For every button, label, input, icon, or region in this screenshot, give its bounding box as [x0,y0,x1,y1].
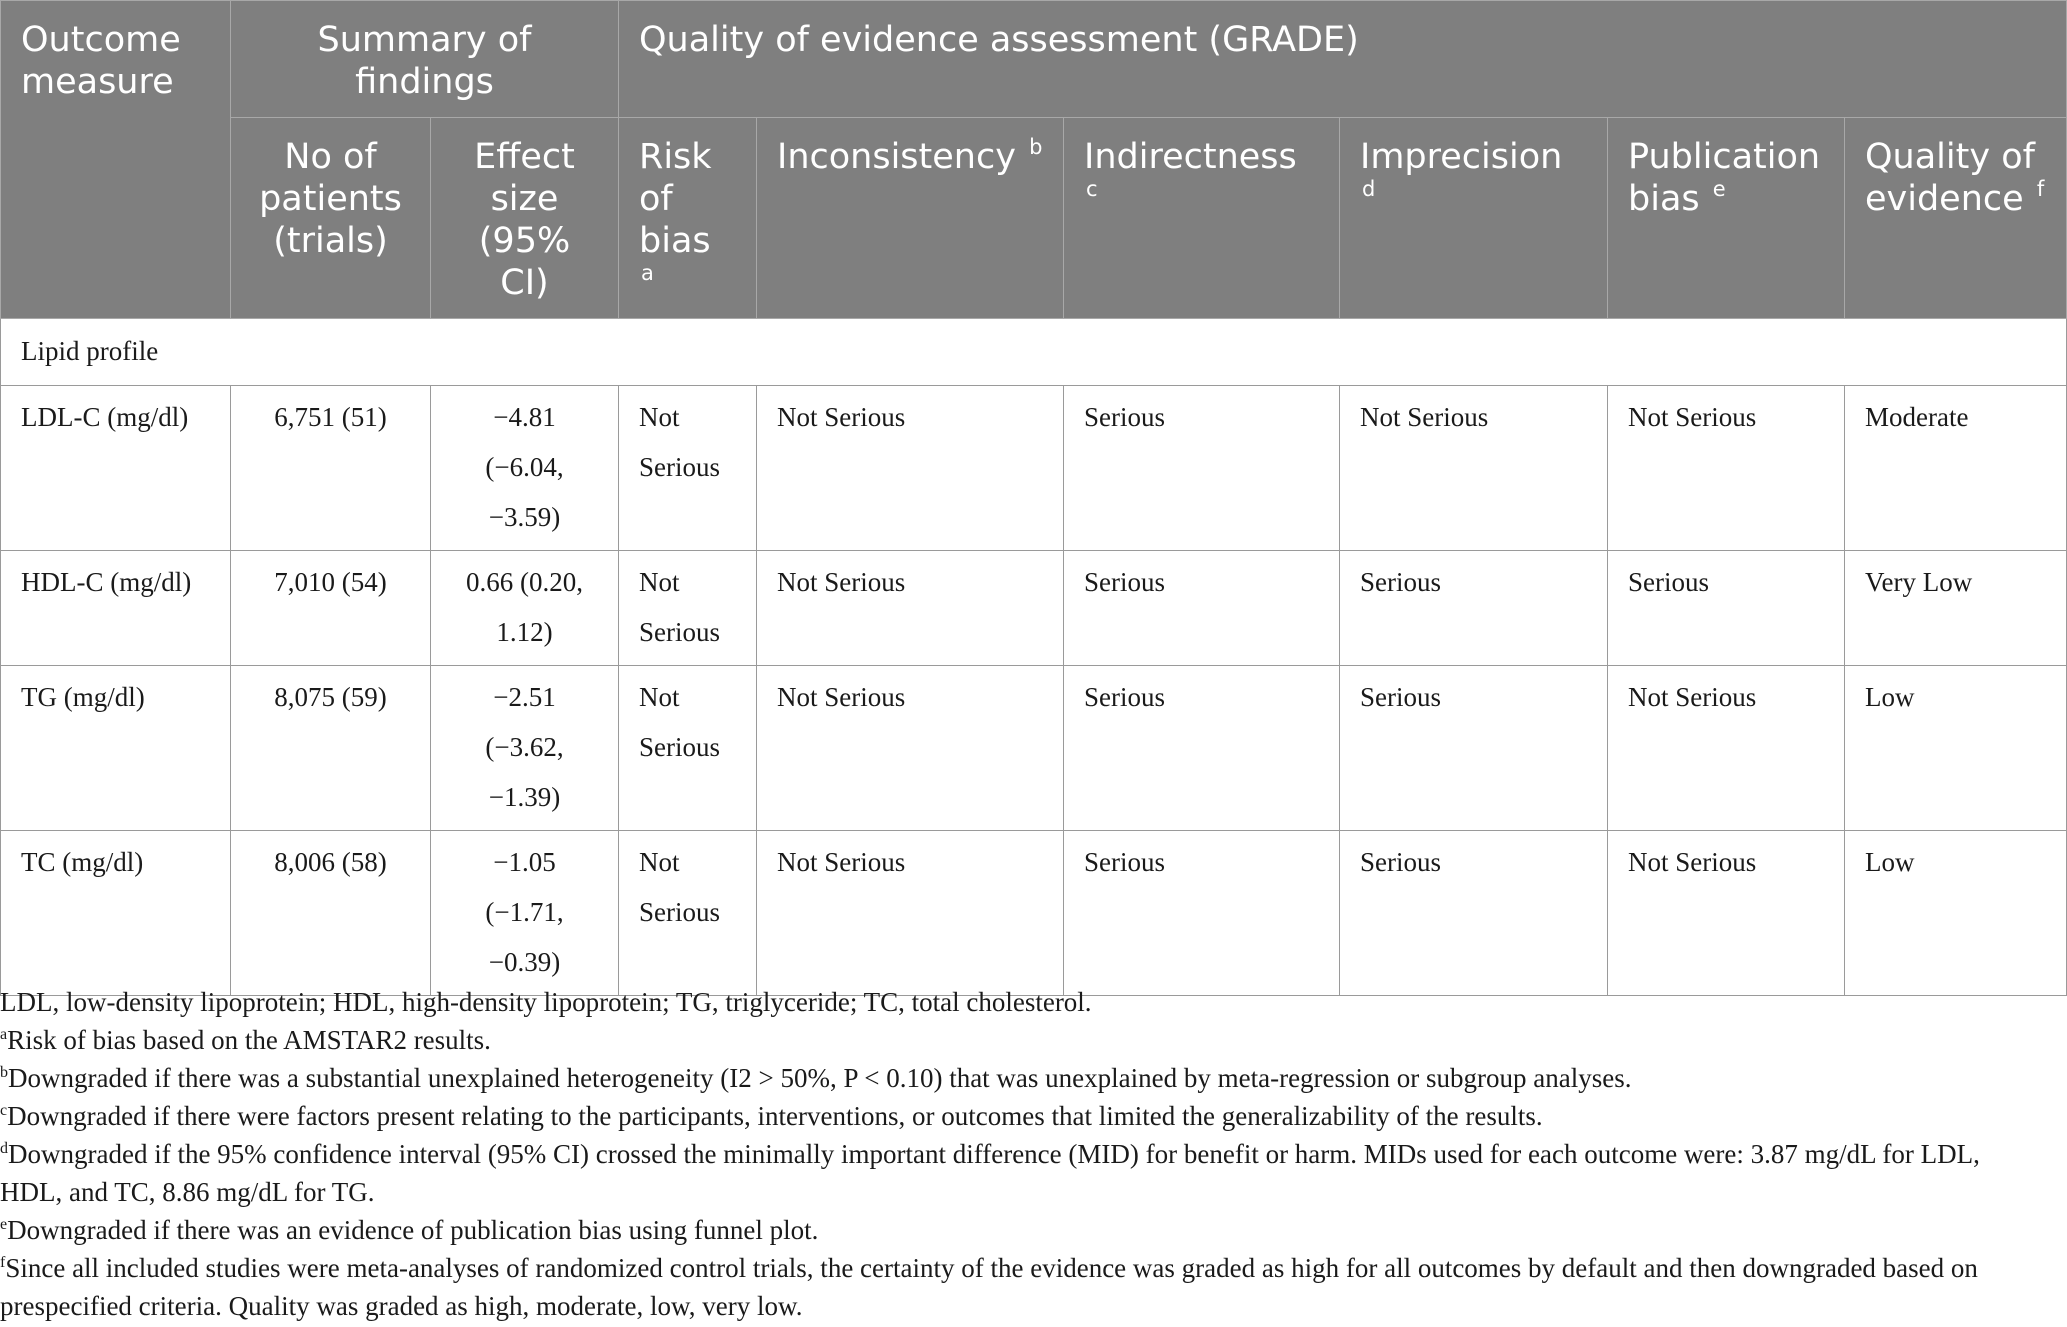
cell-effect-size: −2.51 (−3.62, −1.39) [431,666,619,831]
cell-quality: Very Low [1845,551,2067,666]
cell-quality: Low [1845,831,2067,996]
footnote-a-marker: a [0,1026,8,1043]
footnote-c-marker: c [0,1102,8,1119]
footnote-b [0,1059,2040,1097]
footnote-c [0,1097,2040,1135]
cell-outcome: HDL-C (mg/dl) [1,551,231,666]
cell-imprecision: Serious [1340,551,1608,666]
cell-indirectness: Serious [1064,551,1340,666]
cell-outcome: TG (mg/dl) [1,666,231,831]
section-row [1,319,2067,386]
cell-outcome: LDL-C (mg/dl) [1,386,231,551]
table-row [1,831,2067,996]
footnote-b-text: Downgraded if there was a substantial unexplained heterogeneity (I2 > 50%, P < 0.10) that was unexplained by meta-regression or subgroup analyses. [8,1063,1632,1093]
header-outcome-measure: Outcome measure [1,1,231,319]
footnote-f [0,1249,2040,1325]
header-publication-bias-label: Publication bias [1628,137,1821,219]
cell-risk-of-bias: Not Serious [619,666,757,831]
footnote-marker-b: b [1029,135,1043,159]
header-quality-of-evidence-label: Quality of evidence [1865,137,2035,219]
header-inconsistency [757,118,1064,319]
table-header [1,1,2067,319]
cell-patients: 8,006 (58) [231,831,431,996]
footnote-a-text: Risk of bias based on the AMSTAR2 results. [7,1025,491,1055]
table-row [1,551,2067,666]
cell-risk-of-bias: Not Serious [619,551,757,666]
cell-patients: 8,075 (59) [231,666,431,831]
footnote-d-text: Downgraded if the 95% confidence interval (95% CI) crossed the minimally important difference (MID) for benefit or harm. MIDs used for each outcome were: 3.87 mg/dL for LDL, HDL, and TC, 8.86 mg/dL for TG. [0,1139,1980,1207]
footnote-e-marker: e [0,1216,8,1233]
header-quality-assessment: Quality of evidence assessment (GRADE) [619,1,2067,118]
cell-publication-bias: Not Serious [1608,386,1845,551]
header-risk-of-bias [619,118,757,319]
cell-imprecision: Serious [1340,831,1608,996]
cell-effect-size: −1.05 (−1.71, −0.39) [431,831,619,996]
cell-publication-bias: Not Serious [1608,666,1845,831]
footnote-marker-f: f [2036,177,2045,201]
header-row-top [1,1,2067,118]
header-imprecision [1340,118,1608,319]
cell-imprecision: Serious [1340,666,1608,831]
table-body [1,319,2067,996]
footnote-e [0,1211,2040,1249]
cell-inconsistency: Not Serious [757,831,1064,996]
cell-effect-size: 0.66 (0.20, 1.12) [431,551,619,666]
footnote-marker-e: e [1712,177,1726,201]
footnote-f-marker: f [0,1254,6,1271]
header-publication-bias [1608,118,1845,319]
cell-inconsistency: Not Serious [757,386,1064,551]
table-row [1,386,2067,551]
footnote-abbreviations: LDL, low-density lipoprotein; HDL, high-density lipoprotein; TG, triglyceride; TC, total cholesterol. [0,987,1092,1017]
cell-effect-size: −4.81 (−6.04, −3.59) [431,386,619,551]
cell-imprecision: Not Serious [1340,386,1608,551]
header-inconsistency-label: Inconsistency [777,137,1016,177]
cell-patients: 7,010 (54) [231,551,431,666]
footnote-b-marker: b [0,1064,8,1081]
cell-patients: 6,751 (51) [231,386,431,551]
header-effect-size: Effect size (95% CI) [431,118,619,319]
header-quality-of-evidence [1845,118,2067,319]
cell-indirectness: Serious [1064,831,1340,996]
cell-publication-bias: Serious [1608,551,1845,666]
cell-risk-of-bias: Not Serious [619,386,757,551]
header-indirectness [1064,118,1340,319]
cell-inconsistency: Not Serious [757,551,1064,666]
cell-risk-of-bias: Not Serious [619,831,757,996]
footnote-e-text: Downgraded if there was an evidence of publication bias using funnel plot. [7,1215,819,1245]
cell-outcome: TC (mg/dl) [1,831,231,996]
footnote-d [0,1135,2040,1211]
footnote-f-text: Since all included studies were meta-analyses of randomized control trials, the certainty of the evidence was graded as high for all outcomes by default and then downgraded based on prespecified criteria. Quality was graded as high, moderate, low, very low. [0,1253,1978,1321]
cell-indirectness: Serious [1064,386,1340,551]
section-label-lipid-profile: Lipid profile [1,319,2067,386]
header-no-of-patients: No of patients (trials) [231,118,431,319]
cell-publication-bias: Not Serious [1608,831,1845,996]
header-imprecision-label: Imprecision [1360,137,1563,177]
header-risk-of-bias-label: Risk of bias [639,137,712,261]
footnote-c-text: Downgraded if there were factors present relating to the participants, interventions, or outcomes that limited the generalizability of the results. [7,1101,1543,1131]
cell-inconsistency: Not Serious [757,666,1064,831]
cell-quality: Low [1845,666,2067,831]
footnote-marker-c: c [1086,177,1098,201]
footnote-marker-d: d [1362,177,1376,201]
header-summary-of-findings: Summary of findings [231,1,619,118]
table-row [1,666,2067,831]
table-footnotes [0,983,2040,1325]
footnote-d-marker: d [0,1140,8,1157]
header-row-sub [1,118,2067,319]
cell-indirectness: Serious [1064,666,1340,831]
cell-quality: Moderate [1845,386,2067,551]
header-indirectness-label: Indirectness [1084,137,1297,177]
footnote-marker-a: a [641,261,654,285]
footnote-a [0,1021,2040,1059]
